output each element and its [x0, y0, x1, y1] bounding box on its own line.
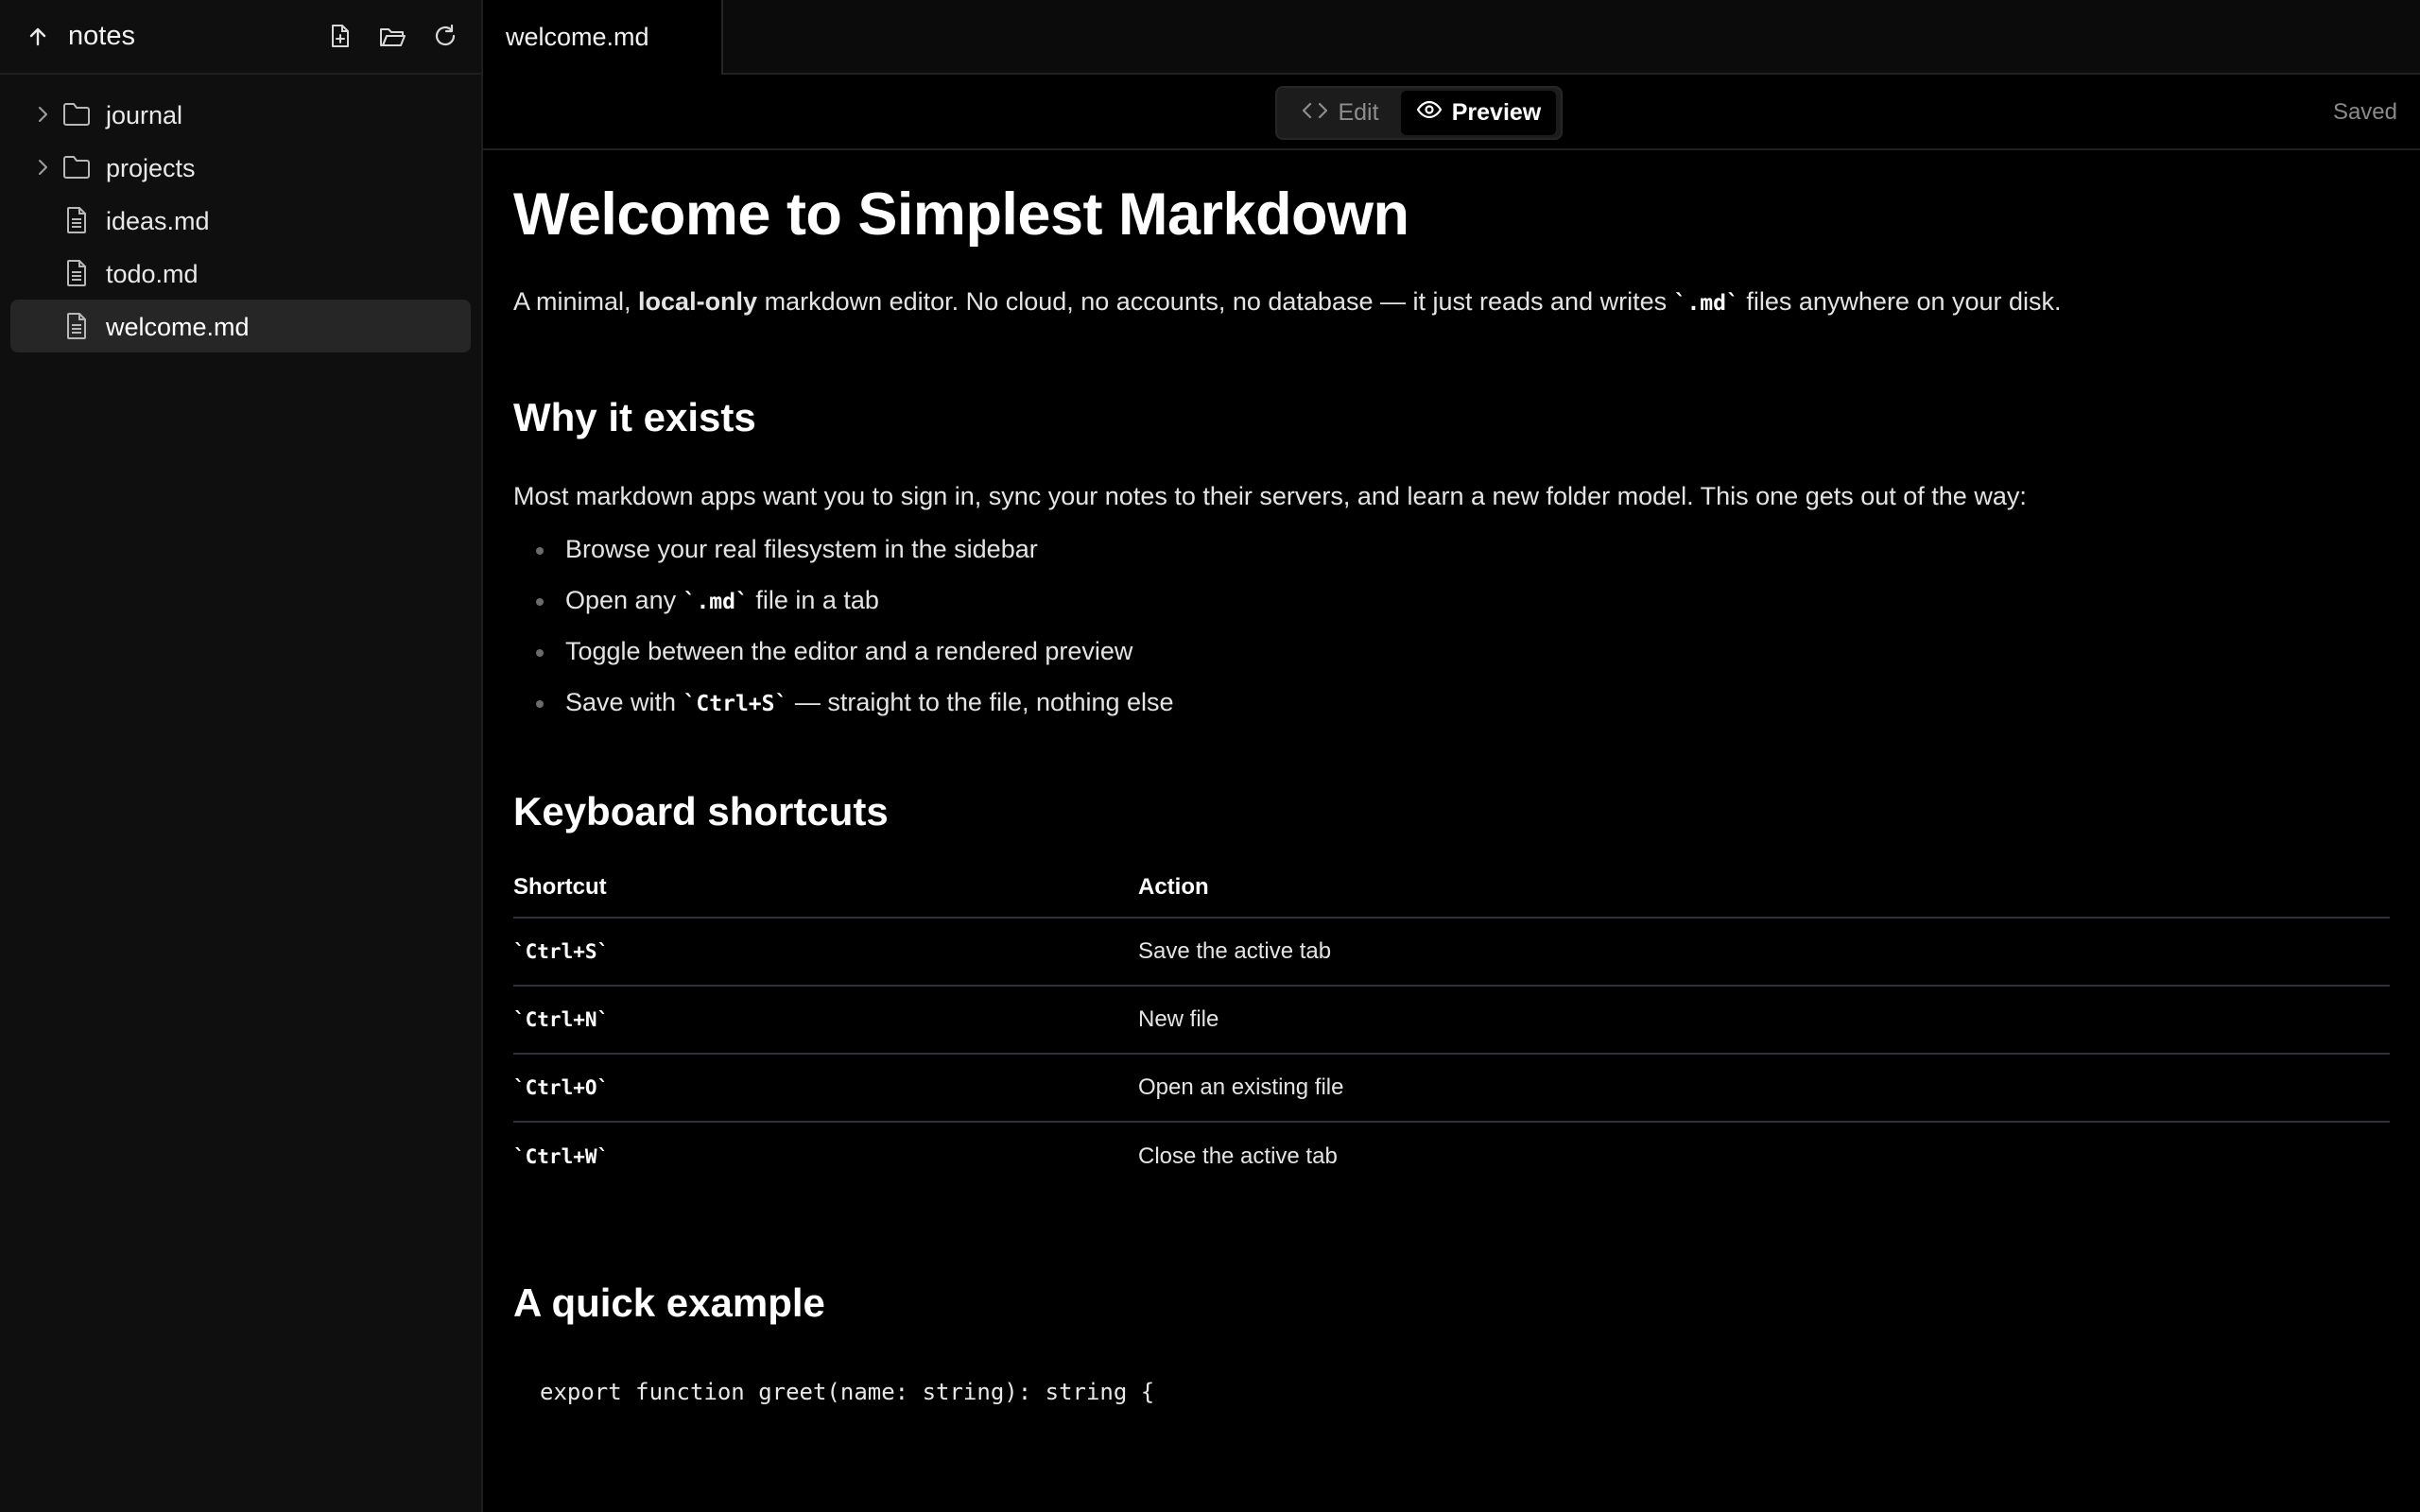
heading-why: Why it exists — [513, 395, 756, 439]
list-item-text: — straight to the file, nothing else — [787, 688, 1174, 716]
open-folder-icon[interactable] — [377, 21, 407, 51]
tree-item-label: welcome.md — [106, 313, 250, 341]
list-item-text: Open any — [565, 586, 683, 614]
new-file-icon[interactable] — [324, 21, 354, 51]
heading-example: A quick example — [513, 1280, 825, 1325]
tree-item-label: journal — [106, 101, 183, 129]
intro-text: files anywhere on your disk. — [1738, 287, 2062, 316]
folder-icon — [61, 100, 92, 129]
list-item — [513, 685, 2390, 736]
file-tree — [0, 75, 481, 352]
sidebar — [0, 0, 483, 1512]
sidebar-actions — [324, 21, 460, 51]
table-header: Action — [1138, 874, 2390, 918]
list-item — [513, 634, 2390, 685]
heading-shortcuts: Keyboard shortcuts — [513, 789, 889, 833]
table-cell: Save the active tab — [1138, 918, 2390, 986]
file-text-icon — [61, 259, 92, 287]
refresh-icon[interactable] — [430, 21, 460, 51]
table-cell: Open an existing file — [1138, 1054, 2390, 1122]
table-cell: New file — [1138, 986, 2390, 1054]
inline-code: `.md` — [683, 590, 749, 614]
table-cell — [513, 918, 1138, 986]
folder-icon — [61, 153, 92, 181]
list-item — [513, 532, 2390, 583]
tree-file-ideas[interactable] — [10, 194, 471, 247]
feature-list — [513, 532, 2390, 736]
edit-label: Edit — [1338, 99, 1379, 126]
tree-folder-journal[interactable] — [10, 88, 471, 141]
intro-text: A minimal, — [513, 287, 639, 316]
shortcut-code: `Ctrl+O` — [513, 1076, 610, 1099]
intro-bold: local-only — [638, 287, 758, 316]
main-pane — [483, 0, 2420, 1512]
shortcut-code: `Ctrl+N` — [513, 1008, 610, 1031]
list-item-text: Toggle between the editor and a rendered preview — [565, 637, 1133, 665]
inline-code: `Ctrl+S` — [683, 692, 788, 716]
sidebar-header — [0, 0, 481, 75]
tree-file-welcome[interactable] — [10, 300, 471, 352]
chevron-right-icon[interactable] — [31, 103, 54, 126]
table-cell — [513, 1122, 1138, 1190]
tab-bar — [483, 0, 2420, 75]
table-row — [513, 918, 2390, 986]
doc-intro-paragraph — [513, 284, 2390, 320]
shortcut-code: `Ctrl+S` — [513, 940, 610, 963]
code-icon — [1302, 99, 1328, 127]
list-item-text: file in a tab — [748, 586, 879, 614]
save-status: Saved — [2332, 99, 2397, 125]
file-text-icon — [61, 206, 92, 234]
table-row — [513, 1122, 2390, 1190]
doc-title: Welcome to Simplest Markdown — [513, 181, 1409, 248]
eye-icon — [1416, 99, 1443, 127]
table-header: Shortcut — [513, 874, 1138, 918]
editor-toolbar — [483, 75, 2420, 150]
tree-file-todo[interactable] — [10, 247, 471, 300]
intro-text: markdown editor. No cloud, no accounts, no database — it just reads and writes — [757, 287, 1674, 316]
code-block: export function greet(name: string): string { — [540, 1379, 1155, 1405]
shortcuts-table — [513, 874, 2390, 1190]
list-item — [513, 583, 2390, 634]
tab-welcome-md[interactable]: welcome.md — [483, 0, 723, 75]
tree-folder-projects[interactable] — [10, 141, 471, 194]
view-mode-toggle — [1275, 86, 1563, 140]
why-paragraph: Most markdown apps want you to sign in, sync your notes to their servers, and learn a new folder model. This one gets out of the way: — [513, 482, 2027, 510]
preview-label: Preview — [1451, 99, 1542, 126]
inline-code: `.md` — [1673, 291, 1739, 316]
table-cell — [513, 986, 1138, 1054]
table-row — [513, 986, 2390, 1054]
list-item-text: Browse your real filesystem in the sidebar — [565, 535, 1038, 563]
table-header-row — [513, 874, 2390, 918]
list-item-text: Save with — [565, 688, 683, 716]
edit-mode-button[interactable] — [1280, 91, 1401, 135]
preview-content — [513, 151, 2390, 1512]
go-up-icon[interactable] — [25, 24, 51, 50]
tree-item-label: todo.md — [106, 260, 199, 288]
chevron-right-icon[interactable] — [31, 156, 54, 179]
preview-mode-button[interactable] — [1401, 91, 1556, 135]
table-cell — [513, 1054, 1138, 1122]
file-text-icon — [61, 312, 92, 340]
shortcut-code: `Ctrl+W` — [513, 1144, 610, 1168]
tree-item-label: ideas.md — [106, 207, 210, 235]
tree-item-label: projects — [106, 154, 196, 182]
table-cell: Close the active tab — [1138, 1143, 1338, 1169]
sidebar-title: notes — [68, 21, 135, 51]
table-row — [513, 1054, 2390, 1122]
